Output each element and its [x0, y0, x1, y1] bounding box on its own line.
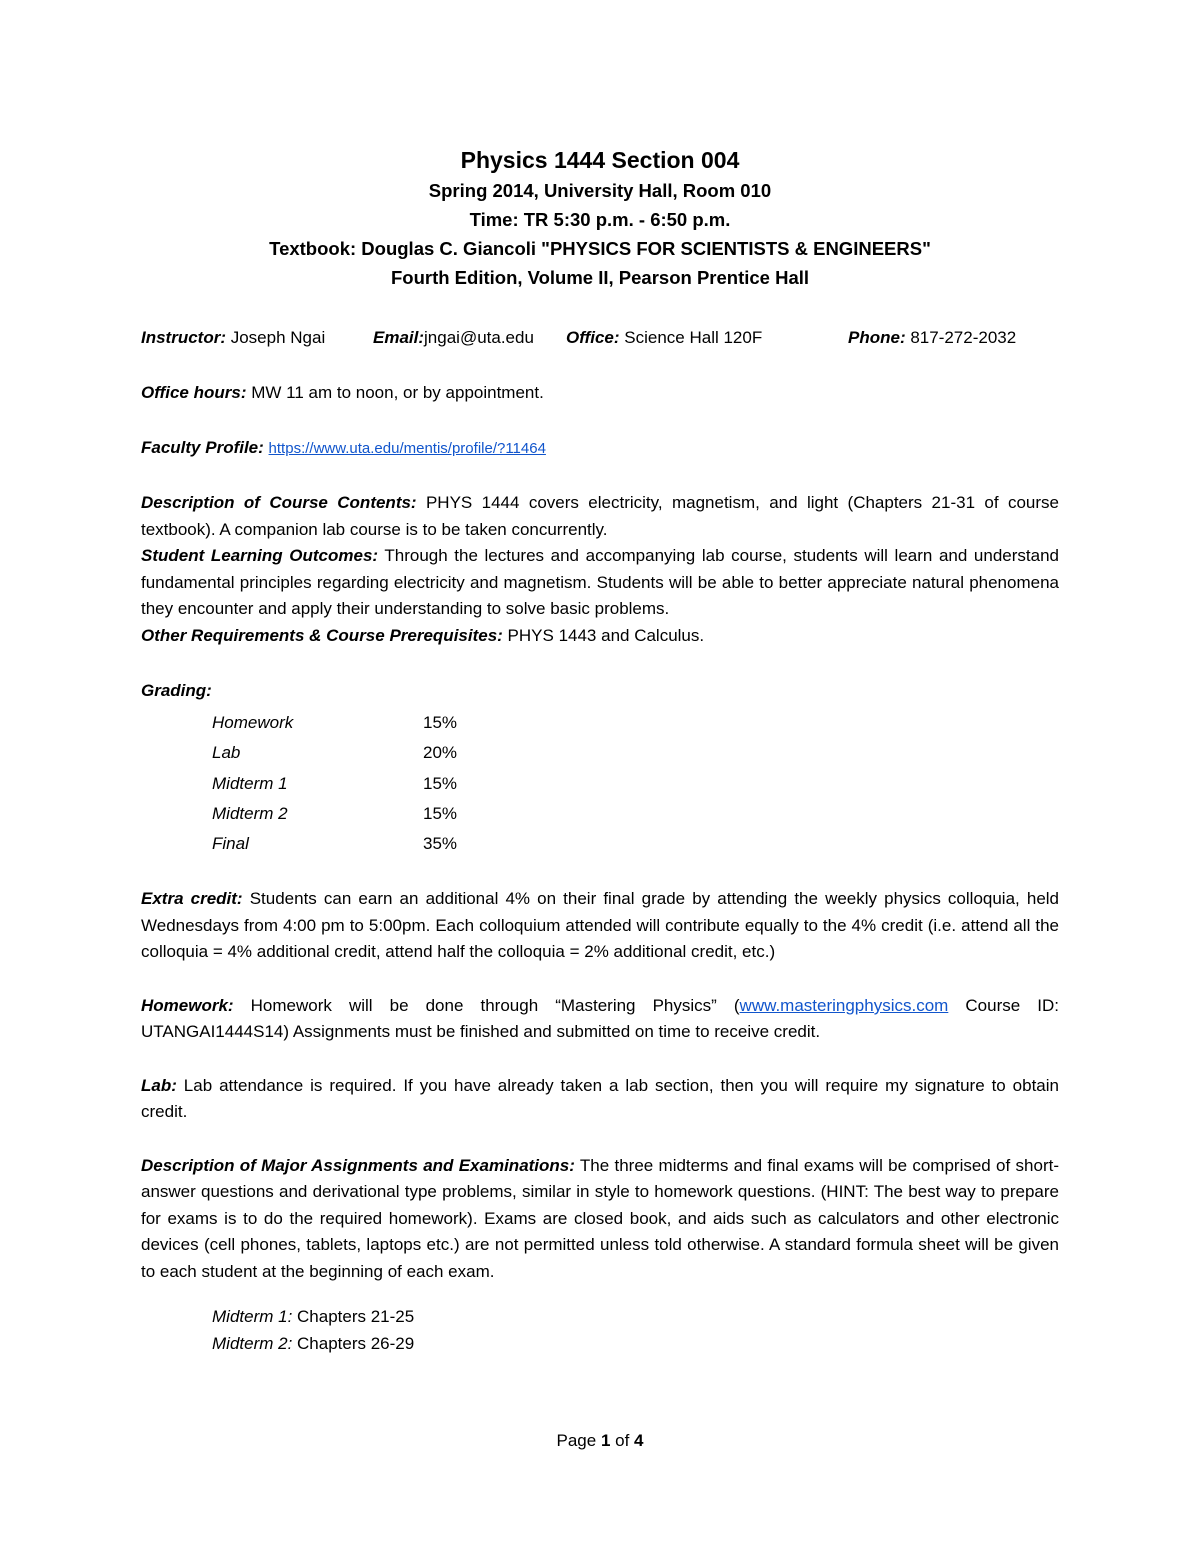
grade-row: [212, 829, 1059, 859]
contact-info: [141, 324, 1059, 351]
midterm-label: Midterm 2:: [212, 1334, 293, 1354]
email-label: Email:: [373, 328, 425, 347]
office-hours: [141, 379, 1059, 406]
grading-table: [212, 708, 1059, 859]
textbook-title: Textbook: Douglas C. Giancoli "PHYSICS FOR SCIENTISTS & ENGINEERS": [269, 238, 931, 259]
page-footer: [0, 1431, 1200, 1451]
exam-description-label: Description of Major Assignments and Examinations:: [141, 1155, 575, 1175]
learning-outcomes-text: Through the lectures and accompanying lab course, students will learn and understand fundamental principles regarding electricity and magnetism. Students will be able to better appreciate natural phenomena they encounter and apply their understanding to solve basic problems.: [141, 546, 1059, 618]
syllabus-body: [141, 324, 1059, 1357]
extra-credit: [141, 886, 1059, 966]
faculty-profile-label: Faculty Profile:: [141, 438, 264, 457]
phone-info: [848, 324, 1016, 351]
midterm-chapters: [212, 1303, 1059, 1357]
midterm-label: Midterm 1:: [212, 1307, 293, 1327]
learning-outcomes-label: Student Learning Outcomes:: [141, 546, 379, 565]
extra-credit-text: Students can earn an additional 4% on their final grade by attending the weekly physics colloquia, held Wednesdays from 4:00 pm to 5:00pm. Each colloquium attended will contribute equally to the 4% credit (i.e. attend all the colloquia = 4% additional credit, attend half the colloquia = 2% additional credit, etc.): [141, 889, 1060, 962]
prerequisites-label: Other Requirements & Course Prerequisites:: [141, 625, 503, 645]
syllabus-header: [0, 144, 1200, 292]
exam-description-text: The three midterms and final exams will be comprised of short-answer questions and derivational type problems, similar in style to homework questions. (HINT: The best way to prepare for exams is to do the required homework). Exams are closed book, and aids such as calculators and other electronic devices (cell phones, tablets, laptops etc.) are not permitted unless told otherwise. A standard formula sheet will be given to each student at the beginning of each exam.: [141, 1155, 1059, 1281]
office-hours-label: Office hours:: [141, 383, 247, 402]
grade-item-weight: 35%: [423, 834, 458, 854]
grade-item-name: Final: [212, 834, 249, 854]
lab-text: Lab attendance is required. If you have already taken a lab section, then you will require my signature to obtain credit.: [141, 1075, 1059, 1122]
grade-item-weight: 15%: [423, 803, 458, 823]
grade-item-name: Homework: [212, 713, 294, 732]
page-of: of: [610, 1431, 635, 1450]
course-prerequisites: [141, 623, 1059, 650]
homework-text-before: Homework will be done through “Mastering Physics” (: [233, 995, 740, 1015]
email-value[interactable]: jngai@uta.edu: [424, 328, 534, 347]
office-hours-value: MW 11 am to noon, or by appointment.: [246, 383, 544, 402]
faculty-profile: [141, 434, 1059, 462]
grading-heading: [141, 677, 1059, 704]
grade-row: [212, 769, 1059, 799]
grade-item-weight: 15%: [423, 713, 458, 732]
phone-value: 817-272-2032: [905, 328, 1017, 347]
page-total: 4: [634, 1431, 644, 1450]
phone-label: Phone:: [848, 328, 906, 347]
instructor-label: Instructor:: [141, 328, 226, 347]
textbook-edition: Fourth Edition, Volume II, Pearson Prentice Hall: [390, 267, 810, 288]
extra-credit-label: Extra credit:: [141, 889, 243, 909]
homework-label: Homework:: [141, 995, 234, 1015]
office-label: Office:: [566, 328, 620, 347]
email-info: [373, 324, 566, 351]
prerequisites-text: PHYS 1443 and Calculus.: [502, 625, 705, 645]
grading-label: Grading:: [141, 681, 212, 700]
page-number: 1: [600, 1431, 611, 1450]
lab-policy: [141, 1073, 1059, 1126]
learning-outcomes: [141, 543, 1059, 623]
exam-description: [141, 1153, 1059, 1286]
term-location: Spring 2014, University Hall, Room 010: [428, 180, 772, 201]
grade-row: [212, 799, 1059, 829]
midterm-chapters-value: Chapters 21-25: [292, 1307, 415, 1327]
faculty-profile-link[interactable]: https://www.uta.edu/mentis/profile/?11464: [268, 440, 546, 457]
class-time: Time: TR 5:30 p.m. - 6:50 p.m.: [469, 209, 731, 230]
instructor-name: Joseph Ngai: [226, 328, 326, 347]
grade-item-name: Midterm 2: [212, 803, 288, 823]
grade-item-weight: 20%: [423, 743, 458, 763]
instructor-info: [141, 324, 373, 351]
grade-item-name: Midterm 1: [212, 773, 288, 793]
office-value: Science Hall 120F: [619, 328, 763, 347]
course-description: [141, 490, 1059, 543]
midterm-chapters-value: Chapters 26-29: [292, 1334, 415, 1354]
office-info: [566, 324, 848, 351]
course-title: Physics 1444 Section 004: [460, 147, 740, 173]
lab-label: Lab:: [141, 1075, 177, 1095]
grade-row: [212, 738, 1059, 768]
midterm-item: [212, 1330, 1059, 1357]
homework-policy: [141, 993, 1059, 1046]
homework-text-after: Course ID: UTANGAI1444S14) Assignments must be finished and submitted on time to receive credit.: [141, 995, 1059, 1042]
page-prefix: Page: [556, 1431, 601, 1450]
course-description-label: Description of Course Contents:: [141, 493, 417, 512]
mastering-physics-link[interactable]: www.masteringphysics.com: [739, 995, 949, 1015]
grade-row: [212, 708, 1059, 738]
grade-item-weight: 15%: [423, 773, 458, 793]
course-description-text: PHYS 1444 covers electricity, magnetism, and light (Chapters 21-31 of course textbook). A companion lab course is to be taken concurrently.: [141, 493, 1059, 539]
midterm-item: [212, 1303, 1059, 1330]
grade-item-name: Lab: [212, 743, 241, 763]
